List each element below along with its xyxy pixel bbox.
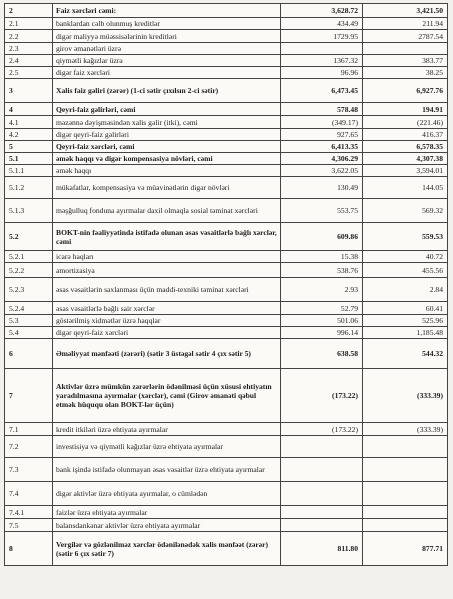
row-code: 5.4	[5, 327, 53, 339]
row-value-period-1	[281, 458, 363, 482]
table-row	[5, 327, 448, 339]
table-body	[5, 4, 448, 566]
table-row	[5, 4, 448, 18]
table-row	[5, 302, 448, 315]
row-code: 2.5	[5, 67, 53, 79]
row-value-period-2: 416.37	[363, 129, 448, 141]
row-label: BOKT-nin fəaliyyətində istifadə olunan əsas vəsaitlərlə bağlı xərclər, cəmi	[53, 223, 281, 251]
row-code: 7.3	[5, 458, 53, 482]
row-value-period-1: 6,413.35	[281, 141, 363, 153]
row-code: 7.5	[5, 519, 53, 532]
row-value-period-2: 144.05	[363, 177, 448, 199]
row-value-period-1: (349.17)	[281, 116, 363, 129]
table-row	[5, 199, 448, 223]
row-label: amortizasiya	[53, 263, 281, 278]
row-code: 5.2.2	[5, 263, 53, 278]
row-label: digər maliyyə müəssisələrinin kreditləri	[53, 30, 281, 43]
row-value-period-2: 6,927.76	[363, 79, 448, 103]
row-code: 2.4	[5, 55, 53, 67]
row-value-period-1: 1729.95	[281, 30, 363, 43]
row-label: digər aktivlər üzrə ehtiyata ayırmalar, o cümlədən	[53, 482, 281, 506]
row-value-period-2: 4,307.38	[363, 153, 448, 165]
row-value-period-2: 525.96	[363, 315, 448, 327]
table-row	[5, 129, 448, 141]
row-value-period-1: 638.58	[281, 339, 363, 369]
row-code: 2.1	[5, 18, 53, 30]
row-code: 5.2	[5, 223, 53, 251]
row-value-period-1: 52.79	[281, 302, 363, 315]
row-value-period-2: 3,594.01	[363, 165, 448, 177]
row-code: 5.3	[5, 315, 53, 327]
row-value-period-1: (173.22)	[281, 369, 363, 423]
row-value-period-1: 996.14	[281, 327, 363, 339]
row-code: 5.2.4	[5, 302, 53, 315]
row-label: Faiz xərcləri cəmi:	[53, 4, 281, 18]
table-row	[5, 369, 448, 423]
row-value-period-1: 2.93	[281, 278, 363, 302]
row-code: 2.3	[5, 43, 53, 55]
row-code: 5.1	[5, 153, 53, 165]
table-row	[5, 482, 448, 506]
row-value-period-2: 194.91	[363, 103, 448, 116]
table-row	[5, 423, 448, 436]
table-row	[5, 436, 448, 458]
row-label: əsas vəsaitlərin saxlanması üçün maddi-texniki təminat xərcləri	[53, 278, 281, 302]
row-value-period-1	[281, 519, 363, 532]
table-row	[5, 251, 448, 263]
row-code: 5.1.2	[5, 177, 53, 199]
row-label: investisiya və qiymətli kağızlar üzrə ehtiyata ayırmalar	[53, 436, 281, 458]
row-label: məzənnə dəyişməsindən xalis gəlir (itki), cəmi	[53, 116, 281, 129]
row-value-period-1: 6,473.45	[281, 79, 363, 103]
row-value-period-1: 130.49	[281, 177, 363, 199]
table-row	[5, 506, 448, 519]
row-value-period-1: 578.48	[281, 103, 363, 116]
row-code: 5.1.1	[5, 165, 53, 177]
row-label: bank işində istifadə olunmayan əsas vəsaitlər üzrə ehtiyata ayırmalar	[53, 458, 281, 482]
row-label: mükafatlar, kompensasiya və müavinətlərin digər növləri	[53, 177, 281, 199]
row-code: 8	[5, 532, 53, 566]
row-value-period-1	[281, 506, 363, 519]
row-code: 2.2	[5, 30, 53, 43]
table-row	[5, 116, 448, 129]
row-code: 2	[5, 4, 53, 18]
row-value-period-2: 559.53	[363, 223, 448, 251]
row-code: 5.2.3	[5, 278, 53, 302]
row-value-period-2: 2787.54	[363, 30, 448, 43]
row-value-period-2: 1,185.48	[363, 327, 448, 339]
table-row	[5, 278, 448, 302]
row-code: 4	[5, 103, 53, 116]
row-label: kredit itkiləri üzrə ehtiyata ayırmalar	[53, 423, 281, 436]
row-value-period-2: 40.72	[363, 251, 448, 263]
row-value-period-1: 811.80	[281, 532, 363, 566]
financial-statement-table	[4, 3, 447, 566]
row-code: 7.4.1	[5, 506, 53, 519]
row-label: əmək haqqı və digər kompensasiya növləri, cəmi	[53, 153, 281, 165]
row-label: əmək haqqı	[53, 165, 281, 177]
row-value-period-1: 96.96	[281, 67, 363, 79]
table-row	[5, 519, 448, 532]
row-label: faizlər üzrə ehtiyata ayırmalar	[53, 506, 281, 519]
table-row	[5, 55, 448, 67]
row-label: digər qeyri-faiz gəlirləri	[53, 129, 281, 141]
row-code: 5.1.3	[5, 199, 53, 223]
table-row	[5, 18, 448, 30]
row-label: icarə haqları	[53, 251, 281, 263]
row-value-period-1: 15.38	[281, 251, 363, 263]
row-label: Əməliyyat mənfəəti (zərəri) (sətir 3 üstəgəl sətir 4 çıx sətir 5)	[53, 339, 281, 369]
row-value-period-1	[281, 43, 363, 55]
row-value-period-2: 2.84	[363, 278, 448, 302]
row-value-period-2: 3,421.50	[363, 4, 448, 18]
row-code: 5	[5, 141, 53, 153]
row-value-period-1: 538.76	[281, 263, 363, 278]
row-label: digər faiz xərcləri	[53, 67, 281, 79]
row-value-period-1: 501.06	[281, 315, 363, 327]
table-row	[5, 458, 448, 482]
row-label: əsas vəsaitlərlə bağlı sair xərclər	[53, 302, 281, 315]
row-value-period-2: 383.77	[363, 55, 448, 67]
table-row	[5, 263, 448, 278]
row-value-period-2: 569.32	[363, 199, 448, 223]
row-value-period-2: 877.71	[363, 532, 448, 566]
row-value-period-2: (221.46)	[363, 116, 448, 129]
table-row	[5, 67, 448, 79]
row-label: qiymətli kağızlar üzrə	[53, 55, 281, 67]
row-value-period-2: 455.56	[363, 263, 448, 278]
row-value-period-1: 609.86	[281, 223, 363, 251]
row-label: göstərilmiş xidmətlər üzrə haqqlar	[53, 315, 281, 327]
table-row	[5, 177, 448, 199]
row-code: 3	[5, 79, 53, 103]
row-value-period-1: 3,628.72	[281, 4, 363, 18]
row-value-period-2: 38.25	[363, 67, 448, 79]
table-row	[5, 103, 448, 116]
row-value-period-1: 434.49	[281, 18, 363, 30]
row-label: balansdankənar aktivlər üzrə ehtiyata ayırmalar	[53, 519, 281, 532]
row-value-period-1: 3,622.05	[281, 165, 363, 177]
table-row	[5, 43, 448, 55]
row-label: banklardan cəlb olunmuş kreditlər	[53, 18, 281, 30]
row-value-period-2	[363, 436, 448, 458]
row-value-period-1: 927.65	[281, 129, 363, 141]
row-value-period-2	[363, 43, 448, 55]
row-value-period-2: 211.94	[363, 18, 448, 30]
row-code: 7.4	[5, 482, 53, 506]
row-value-period-2: (333.39)	[363, 369, 448, 423]
row-value-period-1: 4,306.29	[281, 153, 363, 165]
row-code: 6	[5, 339, 53, 369]
row-value-period-1	[281, 436, 363, 458]
row-label: girov əmanətləri üzrə	[53, 43, 281, 55]
row-value-period-1: (173.22)	[281, 423, 363, 436]
row-label: Vergilər və gözlənilməz xərclər ödənilənədək xalis mənfəət (zərər) (sətir 6 çıx sətir 7)	[53, 532, 281, 566]
row-value-period-2	[363, 519, 448, 532]
table-row	[5, 315, 448, 327]
row-value-period-2: 6,578.35	[363, 141, 448, 153]
table-row	[5, 165, 448, 177]
table-row	[5, 339, 448, 369]
row-label: digər qeyri-faiz xərcləri	[53, 327, 281, 339]
table-row	[5, 153, 448, 165]
row-code: 7.1	[5, 423, 53, 436]
row-value-period-2	[363, 458, 448, 482]
row-code: 4.1	[5, 116, 53, 129]
row-value-period-2	[363, 482, 448, 506]
row-code: 4.2	[5, 129, 53, 141]
row-value-period-1: 1367.32	[281, 55, 363, 67]
row-label: məşğulluq fonduna ayırmalar daxil olmaqla sosial təminat xərcləri	[53, 199, 281, 223]
table-row	[5, 79, 448, 103]
table-row	[5, 532, 448, 566]
row-label: Qeyri-faiz gəlirləri, cəmi	[53, 103, 281, 116]
row-code: 5.2.1	[5, 251, 53, 263]
row-value-period-1	[281, 482, 363, 506]
row-code: 7.2	[5, 436, 53, 458]
table-row	[5, 141, 448, 153]
table-row	[5, 30, 448, 43]
row-label: Aktivlər üzrə mümkün zərərlərin ödənilməsi üçün xüsusi ehtiyatın yaradılmasına ayırmalar (xərclər), cəmi (Girov əmanəti qəbul etmək hüququ olan BOKT-lər üçün)	[53, 369, 281, 423]
row-value-period-2: 544.32	[363, 339, 448, 369]
row-value-period-1: 553.75	[281, 199, 363, 223]
row-value-period-2	[363, 506, 448, 519]
row-value-period-2: 60.41	[363, 302, 448, 315]
row-value-period-2: (333.39)	[363, 423, 448, 436]
row-label: Qeyri-faiz xərcləri, cəmi	[53, 141, 281, 153]
table-row	[5, 223, 448, 251]
row-code: 7	[5, 369, 53, 423]
row-label: Xalis faiz gəliri (zərər) (1-ci sətir çıxılsın 2-ci sətir)	[53, 79, 281, 103]
